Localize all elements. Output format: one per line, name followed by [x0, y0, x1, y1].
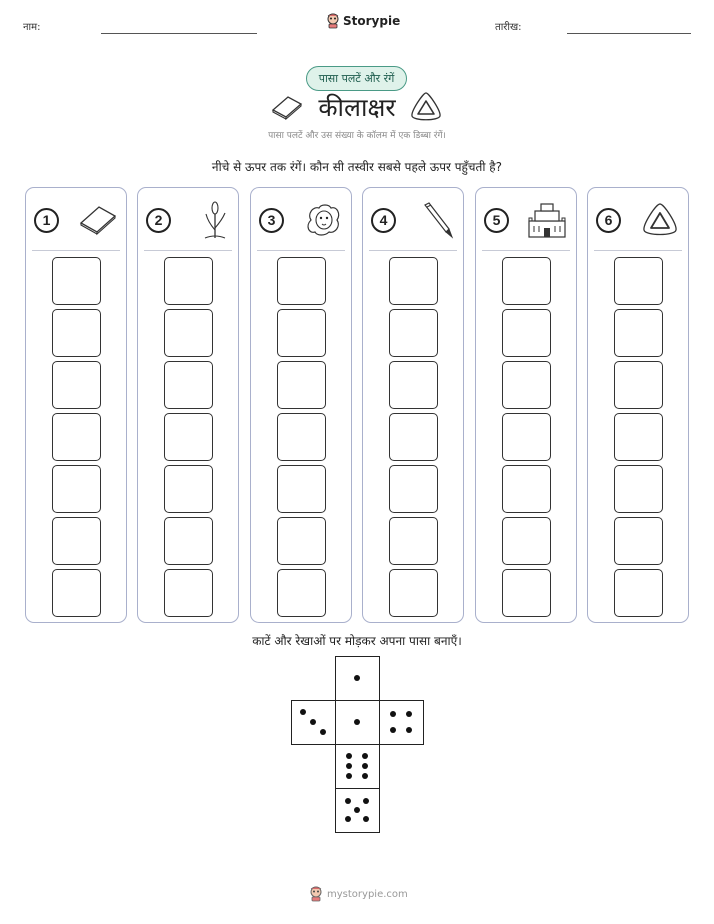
color-box[interactable]: [502, 309, 551, 357]
color-box[interactable]: [614, 361, 663, 409]
number-circle: 5: [484, 208, 509, 233]
column-divider: [32, 250, 120, 251]
number-circle: 3: [259, 208, 284, 233]
color-box[interactable]: [164, 465, 213, 513]
dice-pip: [390, 727, 396, 733]
number-circle: 4: [371, 208, 396, 233]
color-box[interactable]: [389, 309, 438, 357]
dice-face-4: [379, 700, 424, 745]
mascot-icon: [309, 886, 323, 902]
dice-pip: [310, 719, 316, 725]
color-box[interactable]: [502, 517, 551, 565]
column-5: [475, 187, 577, 623]
color-box[interactable]: [389, 517, 438, 565]
color-box[interactable]: [277, 465, 326, 513]
dice-pip: [345, 816, 351, 822]
dice-pip: [354, 675, 360, 681]
color-box[interactable]: [164, 361, 213, 409]
brand-logo: [326, 13, 400, 29]
cut-instruction: काटें और रेखाओं पर मोड़कर अपना पासा बनाएँ।: [252, 634, 462, 648]
dice-pip: [406, 727, 412, 733]
color-box[interactable]: [502, 361, 551, 409]
dice-pip: [346, 753, 352, 759]
dice-pip: [346, 773, 352, 779]
column-divider: [482, 250, 570, 251]
dice-face-6: [335, 744, 380, 789]
color-box[interactable]: [614, 257, 663, 305]
dice-face-5: [335, 788, 380, 833]
triangle-token-icon: [409, 91, 443, 123]
column-divider: [144, 250, 232, 251]
name-line[interactable]: [101, 33, 257, 34]
column-divider: [594, 250, 682, 251]
color-box[interactable]: [614, 517, 663, 565]
color-box[interactable]: [164, 309, 213, 357]
clay-tablet-icon: [78, 203, 118, 237]
color-box[interactable]: [502, 413, 551, 461]
dice-pip: [346, 763, 352, 769]
dice-face-1: [335, 700, 380, 745]
dice-face-1: [335, 656, 380, 701]
color-box[interactable]: [502, 465, 551, 513]
color-box[interactable]: [277, 309, 326, 357]
color-box[interactable]: [277, 361, 326, 409]
column-6: [587, 187, 689, 623]
footer: [309, 886, 408, 902]
instruction-text: नीचे से ऊपर तक रंगें। कौन सी तस्वीर सबसे पहले ऊपर पहुँचती है?: [211, 160, 503, 174]
dice-pip: [362, 773, 368, 779]
column-4: [362, 187, 464, 623]
sheep-icon: [303, 202, 343, 238]
dice-pip: [300, 709, 306, 715]
reed-plant-icon: [200, 200, 230, 240]
color-box[interactable]: [614, 465, 663, 513]
dice-pip: [320, 729, 326, 735]
color-box[interactable]: [614, 413, 663, 461]
dice-pip: [390, 711, 396, 717]
dice-pip: [363, 816, 369, 822]
color-box[interactable]: [164, 413, 213, 461]
column-2: [137, 187, 239, 623]
dice-pip: [345, 798, 351, 804]
mascot-icon: [326, 13, 340, 29]
color-box[interactable]: [389, 361, 438, 409]
color-box[interactable]: [52, 309, 101, 357]
dice-pip: [363, 798, 369, 804]
number-circle: 1: [34, 208, 59, 233]
color-box[interactable]: [389, 569, 438, 617]
number-circle: 2: [146, 208, 171, 233]
color-box[interactable]: [52, 361, 101, 409]
color-box[interactable]: [52, 257, 101, 305]
stylus-icon: [419, 201, 455, 239]
activity-pill: पासा पलटें और रंगें: [306, 66, 407, 91]
date-label: तारीख:: [495, 22, 522, 33]
column-divider: [369, 250, 457, 251]
color-box[interactable]: [389, 465, 438, 513]
color-box[interactable]: [52, 569, 101, 617]
column-divider: [257, 250, 345, 251]
color-box[interactable]: [614, 309, 663, 357]
color-box[interactable]: [277, 257, 326, 305]
dice-pip: [354, 807, 360, 813]
footer-url[interactable]: mystorypie.com: [327, 888, 408, 900]
ziggurat-icon: [526, 201, 568, 239]
dice-pip: [354, 719, 360, 725]
color-box[interactable]: [502, 569, 551, 617]
color-box[interactable]: [389, 413, 438, 461]
color-box[interactable]: [164, 517, 213, 565]
brand-name: Storypie: [343, 14, 401, 28]
number-circle: 6: [596, 208, 621, 233]
column-3: [250, 187, 352, 623]
color-box[interactable]: [277, 413, 326, 461]
subtitle: पासा पलटें और उस संख्या के कॉलम में एक डिब्बा रंगें।: [268, 131, 446, 141]
dice-pip: [362, 763, 368, 769]
color-box[interactable]: [277, 569, 326, 617]
dice-pip: [362, 753, 368, 759]
color-box[interactable]: [52, 413, 101, 461]
color-box[interactable]: [277, 517, 326, 565]
color-box[interactable]: [164, 569, 213, 617]
date-line[interactable]: [567, 33, 691, 34]
dice-face-3: [291, 700, 336, 745]
name-label: नाम:: [23, 22, 41, 33]
triangle-token-icon: [640, 201, 680, 239]
color-box[interactable]: [52, 465, 101, 513]
page-title: कीलाक्षर: [318, 93, 396, 122]
color-box[interactable]: [502, 257, 551, 305]
color-box[interactable]: [614, 569, 663, 617]
color-box[interactable]: [52, 517, 101, 565]
dice-pip: [406, 711, 412, 717]
color-box[interactable]: [389, 257, 438, 305]
column-1: [25, 187, 127, 623]
color-box[interactable]: [164, 257, 213, 305]
